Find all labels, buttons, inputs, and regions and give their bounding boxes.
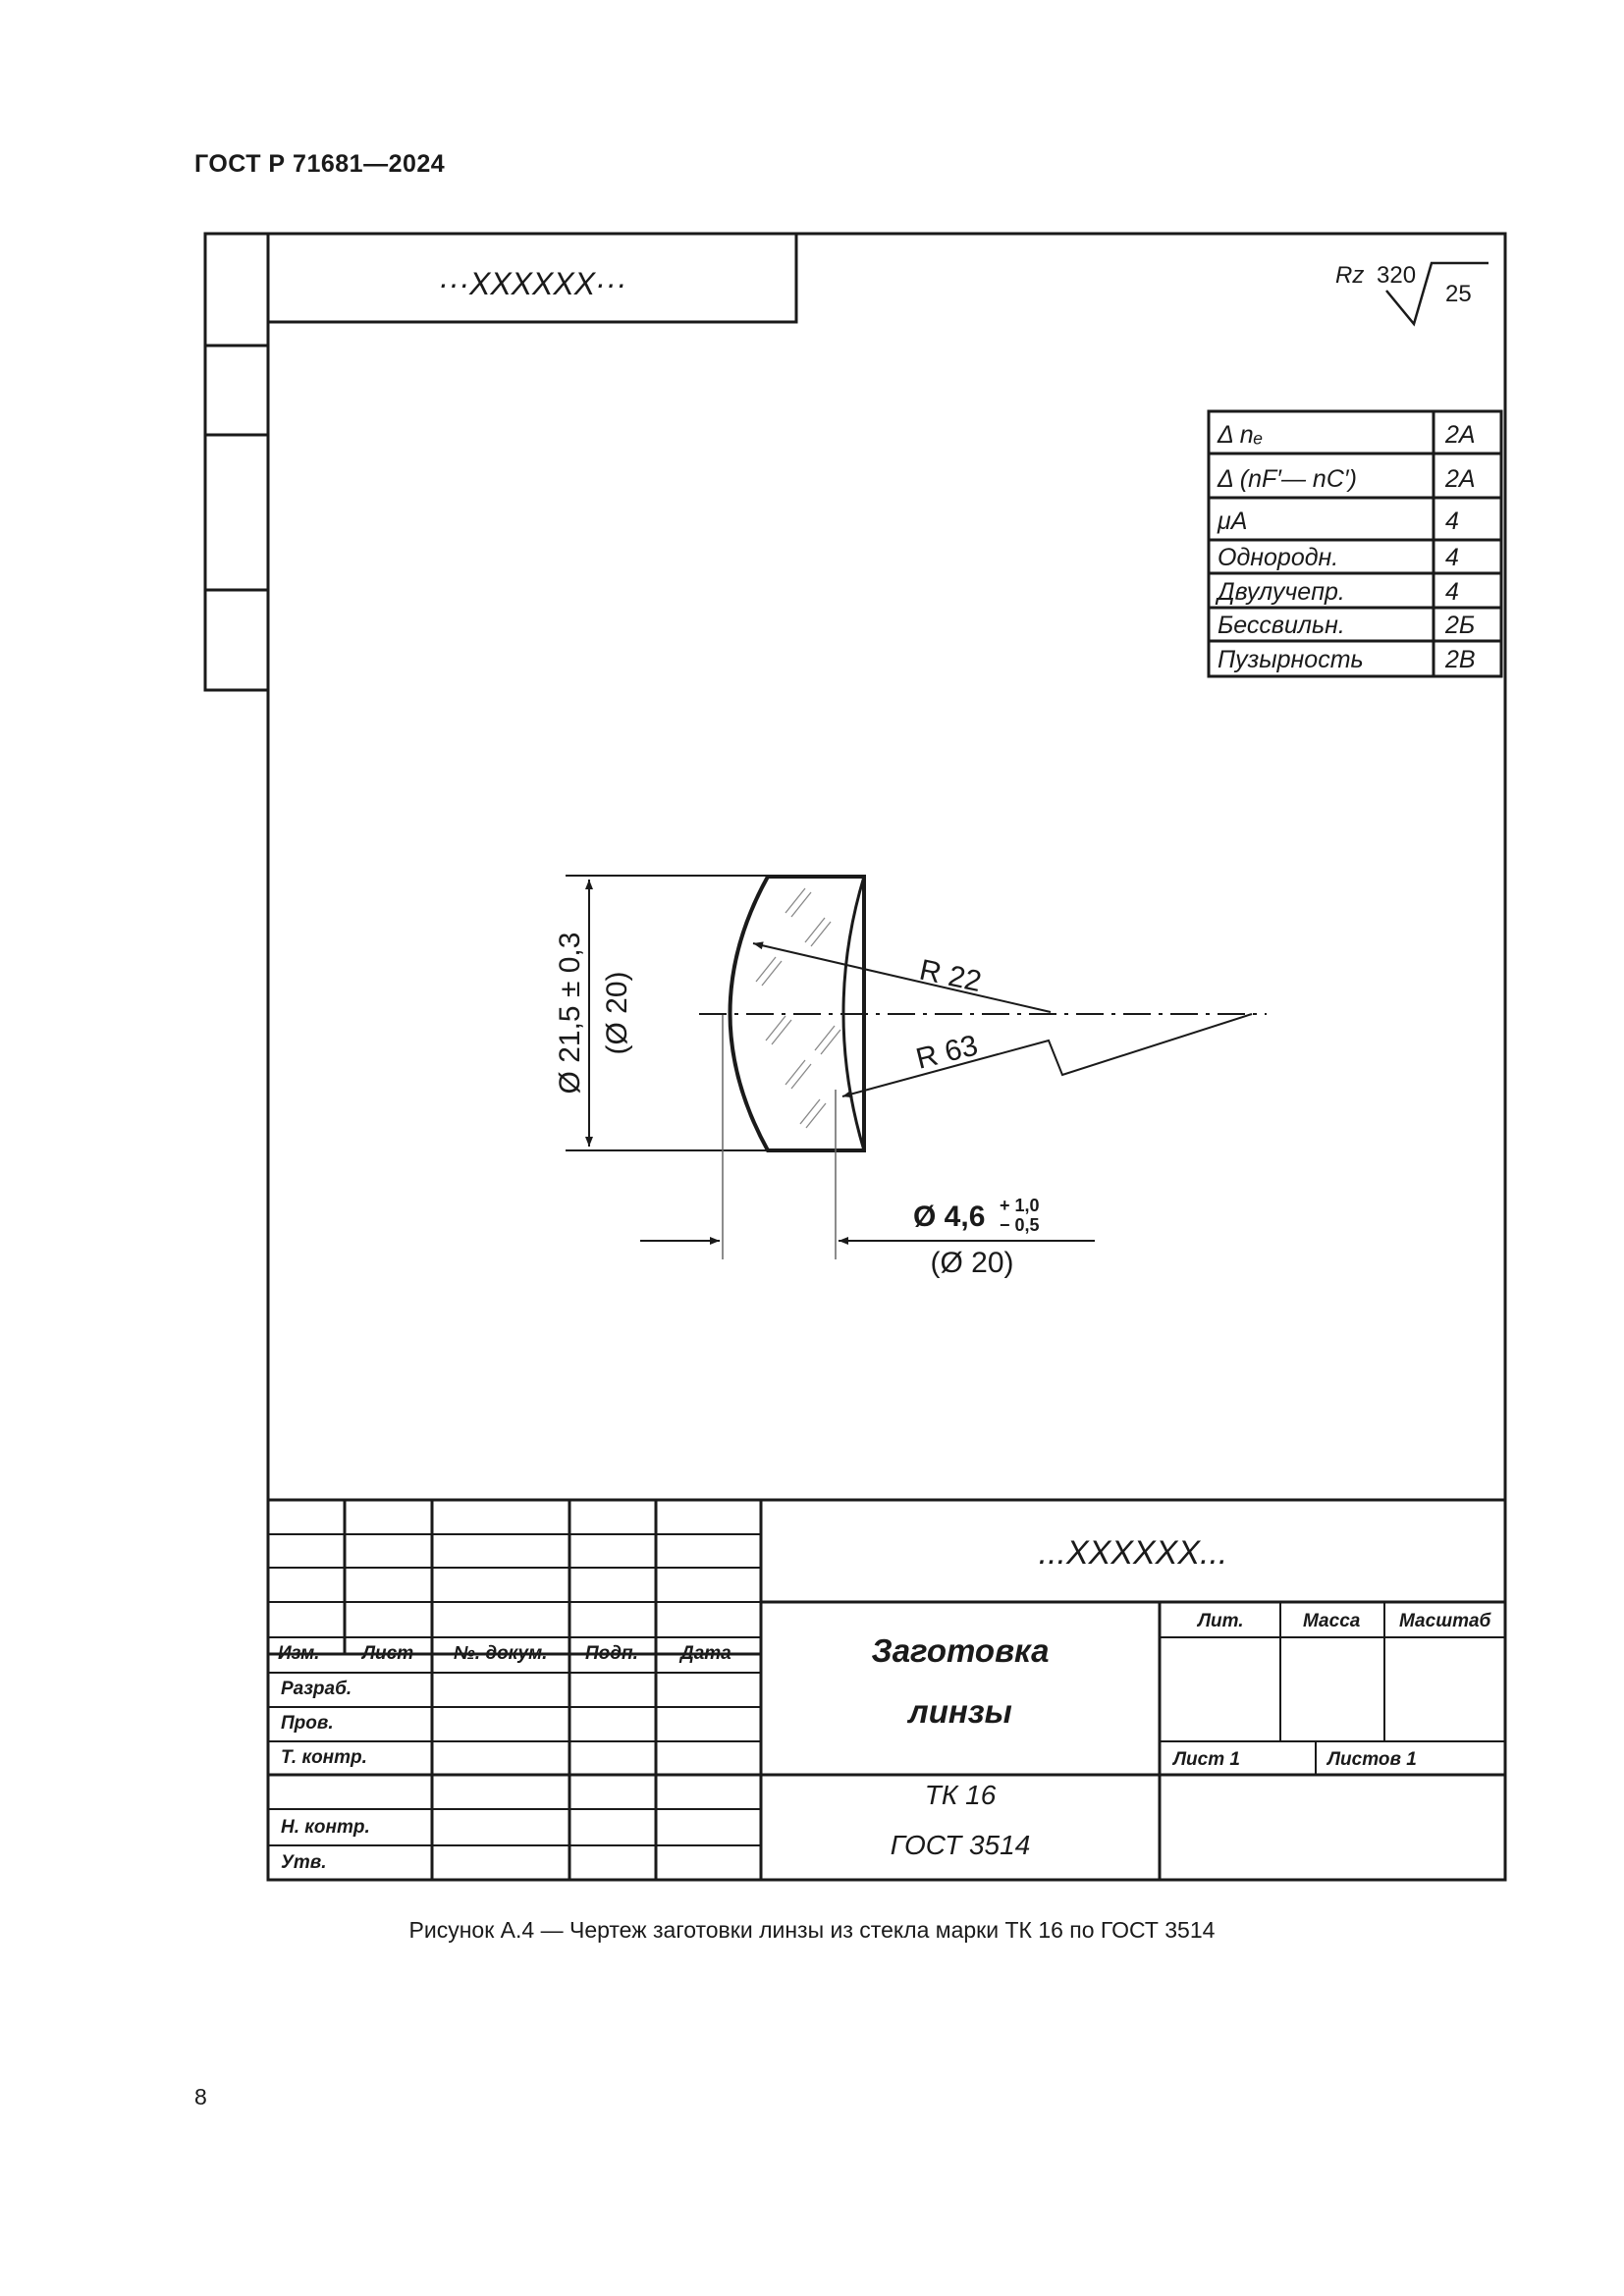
col-header-sign: Подп. <box>585 1643 638 1664</box>
spec-param-6: Бессвильн. <box>1218 612 1345 639</box>
thickness-ref-label: (Ø 20) <box>930 1247 1014 1279</box>
mass-label: Масса <box>1303 1611 1361 1631</box>
spec-value-4: 4 <box>1445 544 1459 571</box>
title-block-top-label: ...XXXXXX... <box>1038 1534 1228 1572</box>
row-label-razrab: Разраб. <box>281 1679 352 1699</box>
title-line-2: линзы <box>908 1693 1012 1730</box>
col-header-izm: Изм. <box>278 1643 320 1664</box>
spec-param-7: Пузырность <box>1218 646 1364 673</box>
spec-value-3: 4 <box>1445 507 1459 535</box>
radius-1-label: R 22 <box>916 953 985 999</box>
spec-param-5: Двулучепр. <box>1218 578 1345 606</box>
lit-label: Лит. <box>1198 1611 1244 1631</box>
thickness-tol-upper: + 1,0 <box>1000 1196 1040 1215</box>
spec-value-7: 2В <box>1445 646 1476 673</box>
sheet-label: Лист 1 <box>1173 1749 1240 1770</box>
row-label-nkontr: Н. контр. <box>281 1817 370 1838</box>
roughness-value: 320 <box>1377 262 1417 289</box>
thickness-tol-lower: − 0,5 <box>1000 1215 1040 1235</box>
roughness-prefix: Rz <box>1335 262 1365 289</box>
radius-2-label: R 63 <box>912 1029 982 1076</box>
document-header: ГОСТ Р 71681—2024 <box>194 150 446 178</box>
roughness-symbol <box>1335 262 1489 324</box>
col-header-doc: №. докум. <box>454 1643 548 1664</box>
material-line-2: ГОСТ 3514 <box>890 1830 1031 1860</box>
diameter-ref-label: (Ø 20) <box>601 971 633 1055</box>
row-label-tkontr: Т. контр. <box>281 1747 367 1768</box>
diameter-main-label: Ø 21,5 ± 0,3 <box>554 932 586 1095</box>
diameter-dimension <box>566 876 776 1150</box>
binding-strip <box>205 234 268 690</box>
thickness-main-label: Ø 4,6 <box>913 1201 986 1233</box>
col-header-date: Дата <box>680 1643 731 1664</box>
radius-leaders <box>753 943 1252 1096</box>
material-line-1: ТК 16 <box>924 1780 997 1810</box>
spec-param-4: Однородн. <box>1218 544 1339 571</box>
title-line-1: Заготовка <box>871 1632 1050 1669</box>
title-block <box>268 1500 1505 1880</box>
sheets-label: Листов 1 <box>1327 1749 1417 1770</box>
spec-table <box>1209 411 1501 676</box>
page-number: 8 <box>194 2084 207 2109</box>
row-label-utv: Утв. <box>281 1852 327 1873</box>
spec-value-5: 4 <box>1445 578 1459 606</box>
spec-param-3: μA <box>1218 507 1248 535</box>
spec-value-2: 2А <box>1445 465 1476 493</box>
top-label: ···XXXXXX··· <box>438 266 626 301</box>
lens-blank <box>699 877 1267 1150</box>
figure-caption: Рисунок А.4 — Чертеж заготовки линзы из стекла марки ТК 16 по ГОСТ 3514 <box>408 1917 1216 1943</box>
spec-value-1: 2А <box>1445 421 1476 449</box>
top-label-box <box>268 234 796 322</box>
col-header-list: Лист <box>362 1643 414 1664</box>
spec-value-6: 2Б <box>1445 612 1476 639</box>
roughness-base: 25 <box>1445 281 1472 307</box>
spec-param-1: Δ nₑ <box>1218 421 1264 449</box>
spec-param-2: Δ (nF′— nC′) <box>1218 465 1357 493</box>
scale-label: Масштаб <box>1399 1611 1491 1631</box>
row-label-prov: Пров. <box>281 1713 334 1734</box>
